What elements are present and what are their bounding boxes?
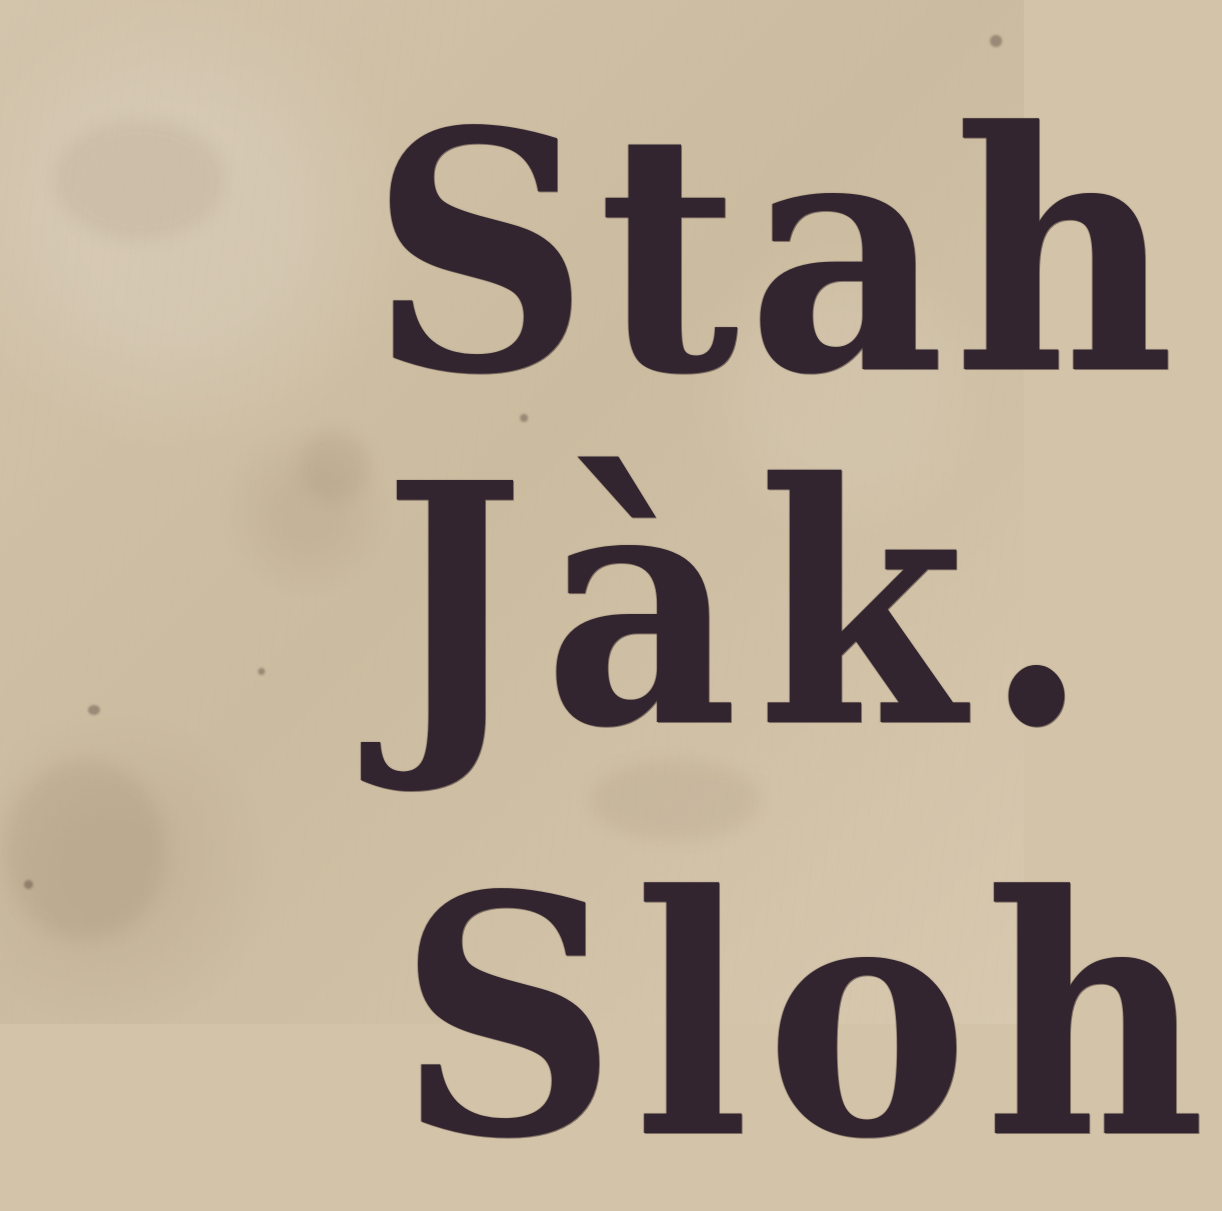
paper-stain <box>55 120 225 240</box>
ink-speck <box>258 668 265 675</box>
ink-speck <box>24 880 33 889</box>
printed-text-line-2: Jàk. <box>383 411 1109 801</box>
printed-text-line-3: Sloh <box>398 823 1222 1211</box>
ink-speck <box>990 35 1002 47</box>
paper-stain <box>300 430 370 500</box>
ink-speck <box>88 705 100 715</box>
paper-stain <box>5 760 165 940</box>
printed-text-line-1: Stah <box>370 59 1184 447</box>
